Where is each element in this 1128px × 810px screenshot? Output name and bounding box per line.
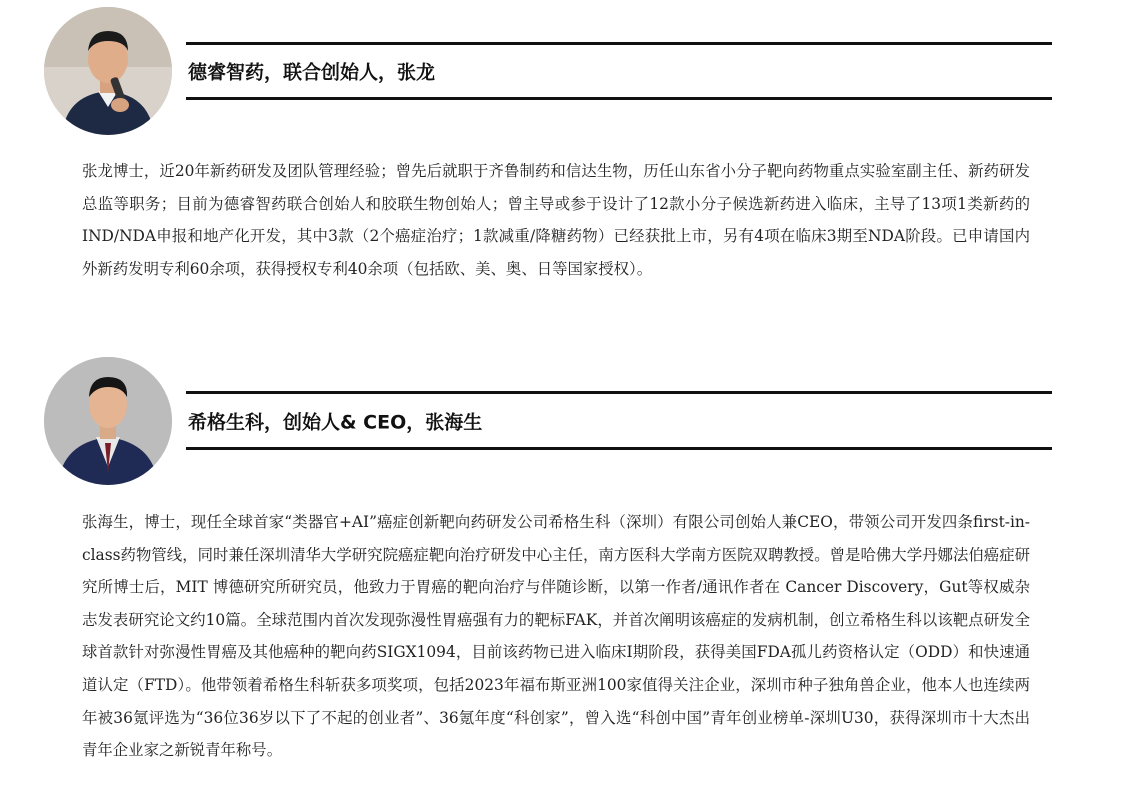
person-photo-icon [44, 7, 172, 135]
profile-header-zhang-haisheng [186, 391, 1052, 450]
profile-header-zhang-long [186, 42, 1052, 100]
profile-bio: 张龙博士，近20年新药研发及团队管理经验；曾先后就职于齐鲁制药和信达生物，历任山东省小分子靶向药物重点实验室副主任、新药研发总监等职务；目前为德睿智药联合创始人和胶联生物创始人；曾主导或参于设计了12款小分子候选新药进入临床，主导了13项1类新药的IND/NDA申报和地产化开发，其中3款（2个癌症治疗；1款减重/降糖药物）已经获批上市，另有4项在临床3期至NDA阶段。已申请国内外新药发明专利60余项，获得授权专利40余项（包括欧、美、奥、日等国家授权）。 [82, 162, 1030, 278]
profile-title: 德睿智药，联合创始人，张龙 [188, 61, 436, 84]
avatar-zhang-long [44, 7, 172, 135]
profile-title: 希格生科，创始人& CEO，张海生 [188, 411, 483, 433]
person-photo-icon [44, 357, 172, 485]
profile-bio: 张海生，博士，现任全球首家“类器官+AI”癌症创新靶向药研发公司希格生科（深圳）有限公司创始人兼CEO，带领公司开发四条first-in-class药物管线，同时兼任深圳清华大学研究院癌症靶向治疗研发中心主任，南方医科大学南方医院双聘教授。曾是哈佛大学丹娜法伯癌症研究所博士后，MIT 博德研究所研究员，他致力于胃癌的靶向治疗与伴随诊断，以第一作者/通讯作者在 Cancer Discovery，Gut等权威杂志发表研究论文约10篇。全球范围内首次发现弥漫性胃癌强有力的靶标FAK，并首次阐明该癌症的发病机制，创立希格生科以该靶点研发全球首款针对弥漫性胃癌及其他癌种的靶向药SIGX1094，目前该药物已进入临床I期阶段，获得美国FDA孤儿药资格认定（ODD）和快速通道认定（FTD）。他带领着希格生科斩获多项奖项，包括2023年福布斯亚洲100家值得关注企业，深圳市种子独角兽企业，他本人也连续两年被36氪评选为“36位36岁以下了不起的创业者”、36氪年度“科创家”，曾入选“科创中国”青年创业榜单-深圳U30，获得深圳市十大杰出青年企业家之新锐青年称号。 [82, 513, 1030, 760]
avatar-zhang-haisheng [44, 357, 172, 485]
